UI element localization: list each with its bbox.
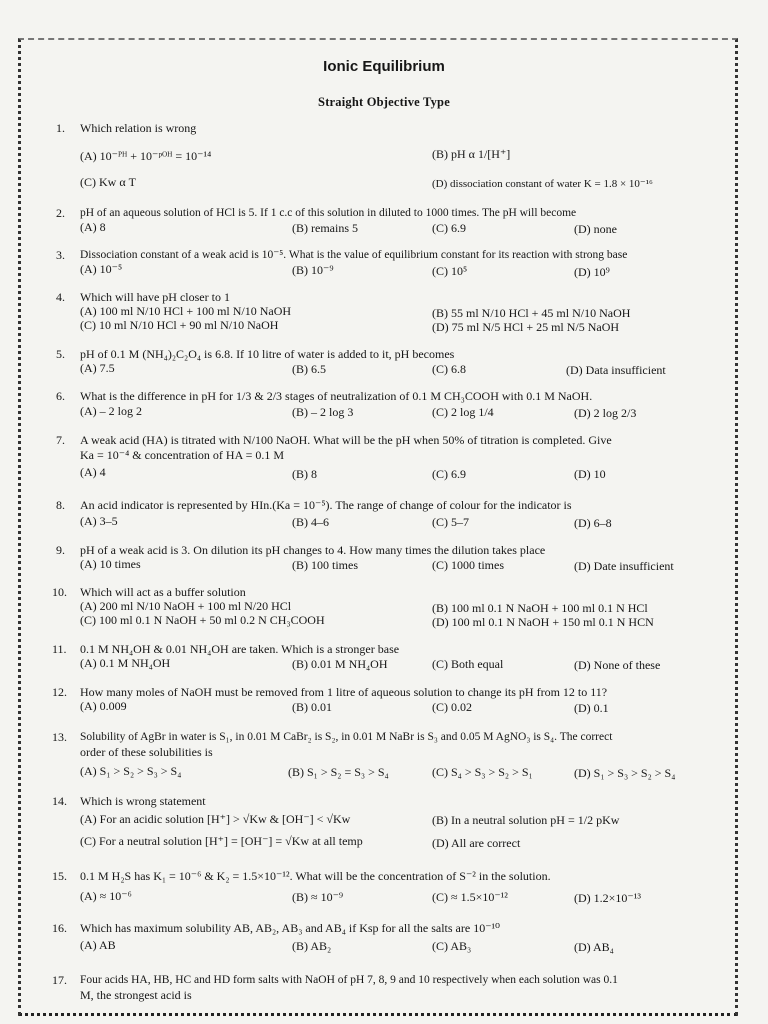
option-d: (D) Date insufficient bbox=[574, 559, 674, 573]
option-a: (A) – 2 log 2 bbox=[80, 404, 142, 418]
option-b: (B) 10⁻⁹ bbox=[292, 263, 334, 277]
question-number: 13. bbox=[52, 730, 67, 744]
option-b: (B) AB₂ bbox=[292, 939, 332, 953]
option-d: (D) 6–8 bbox=[574, 516, 612, 530]
option-c: (C) S₄ > S₃ > S₂ > S₁ bbox=[432, 765, 533, 779]
question-stem: Which will act as a buffer solution bbox=[80, 585, 246, 599]
question-stem: pH of 0.1 M (NH₄)₂C₂O₄ is 6.8. If 10 litre of water is added to it, pH becomes bbox=[80, 347, 455, 361]
question-stem: 0.1 M H₂S has K₁ = 10⁻⁶ & K₂ = 1.5×10⁻¹². What will be the concentration of S⁻² in the solution. bbox=[80, 869, 551, 883]
option-b: (B) 0.01 M NH₄OH bbox=[292, 657, 388, 671]
option-d: (D) S₁ > S₃ > S₂ > S₄ bbox=[574, 766, 676, 780]
option-d: (D) 10⁹ bbox=[574, 265, 610, 279]
option-c: (C) 6.9 bbox=[432, 467, 466, 481]
option-c: (C) 0.02 bbox=[432, 700, 472, 714]
option-c: (C) 100 ml 0.1 N NaOH + 50 ml 0.2 N CH₃COOH bbox=[80, 613, 325, 627]
option-a: (A) 10⁻ᴾᴴ + 10⁻ᵖᴼᴴ = 10⁻¹⁴ bbox=[80, 149, 212, 163]
option-c: (C) AB₃ bbox=[432, 939, 472, 953]
option-c: (C) For a neutral solution [H⁺] = [OH⁻] = √Kw at all temp bbox=[80, 834, 363, 848]
option-d: (D) 2 log 2/3 bbox=[574, 406, 637, 420]
option-a: (A) 200 ml N/10 NaOH + 100 ml N/20 HCl bbox=[80, 599, 292, 613]
option-b: (B) 8 bbox=[292, 467, 317, 481]
option-d: (D) 0.1 bbox=[574, 701, 609, 715]
question-number: 10. bbox=[52, 585, 67, 599]
option-b: (B) S₁ > S₂ = S₃ > S₄ bbox=[288, 765, 389, 779]
option-d: (D) 10 bbox=[574, 467, 606, 481]
question-stem: Which has maximum solubility AB, AB₂, AB₃ and AB₄ if Ksp for all the salts are 10⁻¹⁰ bbox=[80, 921, 500, 935]
question-number: 17. bbox=[52, 973, 67, 987]
question-number: 3. bbox=[56, 248, 65, 262]
option-c: (C) 1000 times bbox=[432, 558, 504, 572]
question-stem-continued: M, the strongest acid is bbox=[80, 988, 192, 1002]
option-a: (A) 10 times bbox=[80, 557, 141, 571]
question-stem: How many moles of NaOH must be removed from 1 litre of aqueous solution to change its pH from 12 to 11? bbox=[80, 685, 608, 699]
question-number: 7. bbox=[56, 433, 65, 447]
section-subtitle: Straight Objective Type bbox=[318, 95, 450, 109]
question-stem-continued: order of these solubilities is bbox=[80, 745, 213, 759]
option-a: (A) For an acidic solution [H⁺] > √Kw & [OH⁻] < √Kw bbox=[80, 812, 351, 826]
question-stem: 0.1 M NH₄OH & 0.01 NH₄OH are taken. Which is a stronger base bbox=[80, 642, 400, 656]
question-number: 15. bbox=[52, 869, 67, 883]
option-c: (C) 10⁵ bbox=[432, 264, 468, 278]
option-d: (D) none bbox=[574, 222, 617, 236]
option-d: (D) 100 ml 0.1 N NaOH + 150 ml 0.1 N HCN bbox=[432, 615, 654, 629]
option-a: (A) 0.1 M NH₄OH bbox=[80, 656, 171, 670]
option-d: (D) 75 ml N/5 HCl + 25 ml N/5 NaOH bbox=[432, 320, 620, 334]
question-number: 5. bbox=[56, 347, 65, 361]
question-number: 2. bbox=[56, 206, 65, 220]
option-d: (D) All are correct bbox=[432, 836, 521, 850]
option-c: (C) 6.9 bbox=[432, 221, 466, 235]
question-stem: Which will have pH closer to 1 bbox=[80, 290, 230, 304]
question-stem: Four acids HA, HB, HC and HD form salts with NaOH of pH 7, 8, 9 and 10 respectively when each solution was 0.1 bbox=[80, 974, 618, 986]
option-d: (D) dissociation constant of water K = 1.8 × 10⁻¹⁶ bbox=[432, 178, 653, 190]
option-a: (A) 7.5 bbox=[80, 361, 115, 375]
option-a: (A) 0.009 bbox=[80, 699, 127, 713]
option-a: (A) AB bbox=[80, 938, 116, 952]
option-a: (A) S₁ > S₂ > S₃ > S₄ bbox=[80, 764, 182, 778]
page-title: Ionic Equilibrium bbox=[323, 58, 445, 75]
option-a: (A) 4 bbox=[80, 465, 106, 479]
question-stem-continued: Ka = 10⁻⁴ & concentration of HA = 0.1 M bbox=[80, 448, 285, 462]
question-number: 6. bbox=[56, 389, 65, 403]
option-b: (B) 55 ml N/10 HCl + 45 ml N/10 NaOH bbox=[432, 306, 631, 320]
option-b: (B) – 2 log 3 bbox=[292, 405, 354, 419]
option-a: (A) 8 bbox=[80, 220, 106, 234]
question-stem: What is the difference in pH for 1/3 & 2/3 stages of neutralization of 0.1 M CH₃COOH with 0.1 M NaOH. bbox=[80, 389, 593, 403]
option-b: (B) remains 5 bbox=[292, 221, 358, 235]
option-a: (A) ≈ 10⁻⁶ bbox=[80, 889, 132, 903]
option-b: (B) ≈ 10⁻⁹ bbox=[292, 890, 344, 904]
question-stem: pH of a weak acid is 3. On dilution its pH changes to 4. How many times the dilution takes place bbox=[80, 543, 546, 557]
option-b: (B) In a neutral solution pH = 1/2 pKw bbox=[432, 813, 620, 827]
option-c: (C) ≈ 1.5×10⁻¹² bbox=[432, 890, 508, 904]
option-b: (B) 100 times bbox=[292, 558, 358, 572]
question-stem: pH of an aqueous solution of HCl is 5. If 1 c.c of this solution in diluted to 1000 times. The pH will become bbox=[80, 207, 577, 219]
option-d: (D) 1.2×10⁻¹³ bbox=[574, 891, 641, 905]
option-c: (C) 5–7 bbox=[432, 515, 469, 529]
question-stem: Which is wrong statement bbox=[80, 794, 206, 808]
option-b: (B) 4–6 bbox=[292, 515, 329, 529]
option-c: (C) Kw α T bbox=[80, 175, 136, 189]
option-d: (D) Data insufficient bbox=[566, 363, 666, 377]
option-c: (C) 6.8 bbox=[432, 362, 466, 376]
option-b: (B) 100 ml 0.1 N NaOH + 100 ml 0.1 N HCl bbox=[432, 601, 648, 615]
question-number: 14. bbox=[52, 794, 67, 808]
question-number: 16. bbox=[52, 921, 67, 935]
option-b: (B) 0.01 bbox=[292, 700, 332, 714]
question-stem: Solubility of AgBr in water is S₁, in 0.01 M CaBr₂ is S₂, in 0.01 M NaBr is S₃ and 0.05 M AgNO₃ is S₄. The correct bbox=[80, 731, 613, 743]
question-number: 11. bbox=[52, 642, 67, 656]
option-a: (A) 10⁻⁵ bbox=[80, 262, 123, 276]
question-stem: Dissociation constant of a weak acid is 10⁻⁵. What is the value of equilibrium constant for its reaction with strong base bbox=[80, 249, 628, 261]
question-number: 12. bbox=[52, 685, 67, 699]
question-number: 9. bbox=[56, 543, 65, 557]
option-d: (D) AB₄ bbox=[574, 940, 614, 954]
option-b: (B) 6.5 bbox=[292, 362, 326, 376]
question-stem: A weak acid (HA) is titrated with N/100 NaOH. What will be the pH when 50% of titration is completed. Give bbox=[80, 433, 612, 447]
question-stem: Which relation is wrong bbox=[80, 121, 197, 135]
option-c: (C) 2 log 1/4 bbox=[432, 405, 494, 419]
option-b: (B) pH α 1/[H⁺] bbox=[432, 147, 511, 161]
question-stem: An acid indicator is represented by HIn.(Ka = 10⁻⁵). The range of change of colour for the indicator is bbox=[80, 498, 572, 512]
option-a: (A) 100 ml N/10 HCl + 100 ml N/10 NaOH bbox=[80, 304, 292, 318]
option-d: (D) None of these bbox=[574, 658, 661, 672]
option-c: (C) 10 ml N/10 HCl + 90 ml N/10 NaOH bbox=[80, 318, 279, 332]
question-number: 1. bbox=[56, 121, 65, 135]
question-number: 8. bbox=[56, 498, 65, 512]
question-number: 4. bbox=[56, 290, 65, 304]
option-a: (A) 3–5 bbox=[80, 514, 118, 528]
option-c: (C) Both equal bbox=[432, 657, 504, 671]
